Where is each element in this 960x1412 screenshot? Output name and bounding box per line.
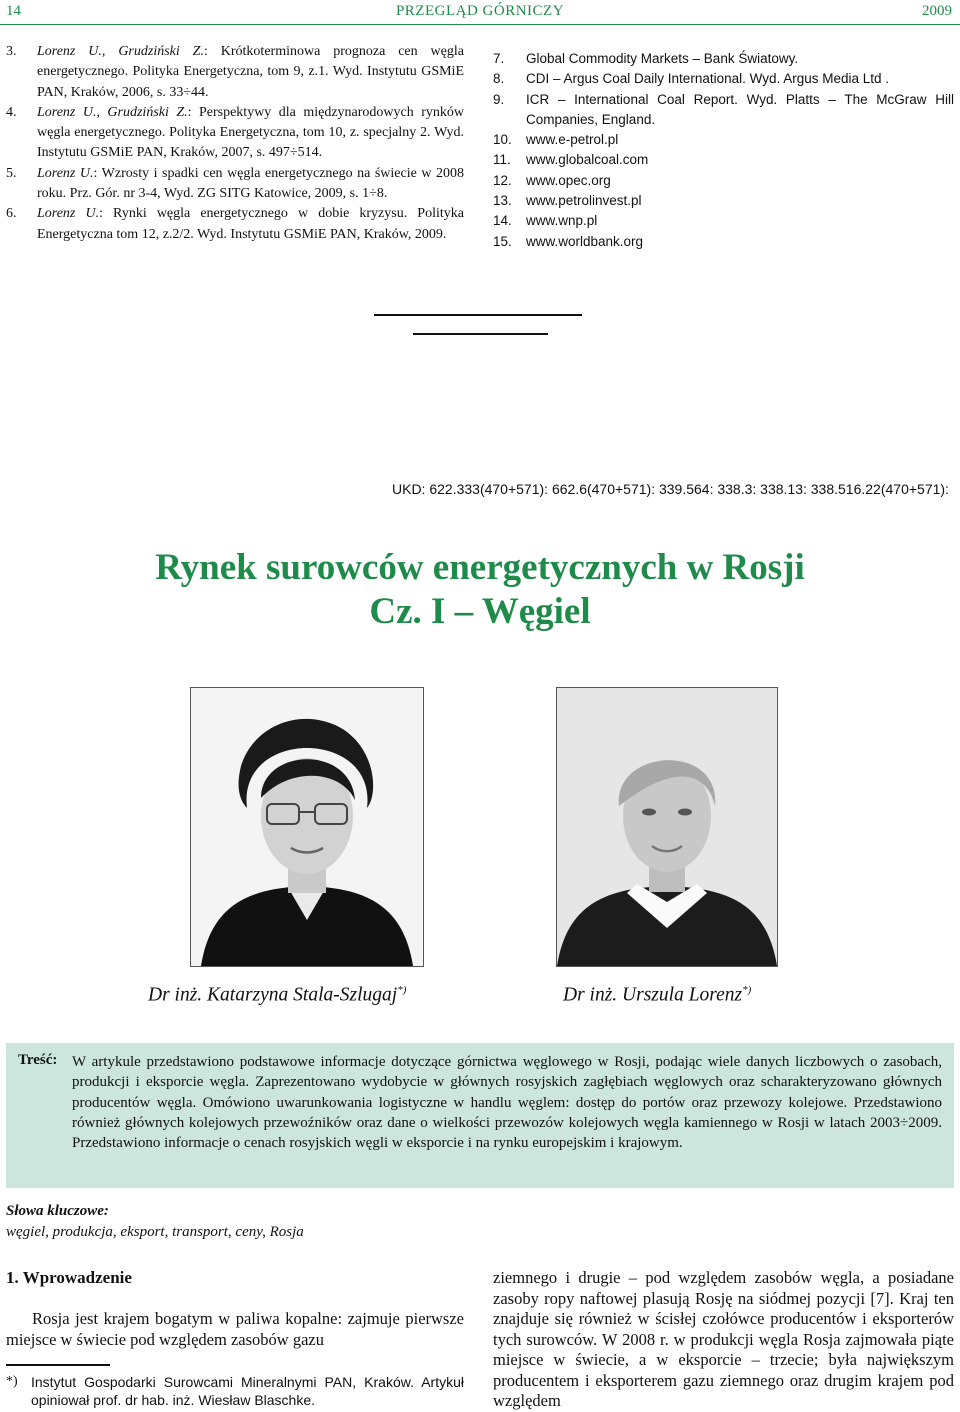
reference-authors: Lorenz U., Grudziński Z. <box>37 104 188 120</box>
reference-item: 3. Lorenz U., Grudziński Z.: Krótkoterminowa prognoza cen węgla energetycznego. Polityka Energetyczna, tom 9, z.1. Wyd. Instytutu GSMiE PAN, Kraków, 2006, s. 33÷44. <box>6 44 464 100</box>
keywords-label: Słowa kluczowe: <box>6 1203 109 1219</box>
footnote-separator <box>6 1364 110 1366</box>
reference-text: : Perspektywy dla międzynarodowych rynków węgla energetycznego. Polityka Energetyczna, tom 10, z. specjalny 2. Wyd. Instytutu GSMiE PAN, Kraków, 2007, s. 497÷514. <box>37 104 464 161</box>
ukd-classification: UKD: 622.333(470+571): 662.6(470+571): 339.564: 338.3: 338.13: 338.516.22(470+571): <box>392 481 949 497</box>
abstract-box <box>6 1043 954 1188</box>
reference-item: 11. www.globalcoal.com <box>493 152 649 168</box>
portrait-image <box>191 688 423 966</box>
reference-item: 5. Lorenz U.: Wzrosty i spadki cen węgla energetycznego na świecie w 2008 roku. Prz. Gór. nr 3-4, Wyd. ZG SITG Katowice, 2009, s. 1÷8. <box>6 165 464 202</box>
reference-item: 15. www.worldbank.org <box>493 233 644 249</box>
reference-item: 12. www.opec.org <box>493 172 611 188</box>
body-text-right: ziemnego i drugie – pod względem zasobów węgla, a posiadane zasoby ropy naftowej plasują Rosję na siódmej pozycji [7]. Kraj ten znajduje się również w ścisłej czołówce producentów i eksporterów tych surowców. W 2008 r. w produkcji węgla Rosja zajmowała piąte miejsce w świecie, a w eksporcie – trzecie; była największym producentem i eksporterem gazu ziemnego oraz drugim krajem pod względem <box>493 1268 954 1410</box>
abstract-label: Treść: <box>18 1052 58 1068</box>
title-line-2: Cz. I – Węgiel <box>369 591 591 632</box>
reference-item: 7. Global Commodity Markets – Bank Światowy. <box>493 51 799 66</box>
reference-item: 10. www.e-petrol.pl <box>493 132 619 148</box>
references-right <box>493 49 954 252</box>
title-line-1: Rynek surowców energetycznych w Rosji <box>155 547 805 588</box>
reference-item: 13. www.petrolinvest.pl <box>493 193 642 209</box>
references-left <box>6 42 464 245</box>
author-photo-1 <box>190 687 424 967</box>
journal-name: PRZEGLĄD GÓRNICZY <box>395 3 565 19</box>
reference-item: 6. Lorenz U.: Rynki węgla energetycznego w dobie kryzysu. Polityka Energetyczna tom 12, z.2/2. Wyd. Instytutu GSMiE PAN, Kraków, 2009. <box>6 206 464 242</box>
reference-text: : Rynki węgla energetycznego w dobie kryzysu. Polityka Energetyczna tom 12, z.2/2. Wyd. Instytutu GSMiE PAN, Kraków, 2009. <box>37 206 464 242</box>
author-name-2: Dr inż. Urszula Lorenz*) <box>563 984 752 1006</box>
portrait-image <box>557 688 777 966</box>
reference-text: : Wzrosty i spadki cen węgla energetycznego na świecie w 2008 roku. Prz. Gór. nr 3-4, Wyd. ZG SITG Katowice, 2009, s. 1÷8. <box>37 165 464 202</box>
reference-text: : Krótkoterminowa prognoza cen węgla energetycznego. Polityka Energetyczna, tom 9, z.1. Wyd. Instytutu GSMiE PAN, Kraków, 2006, s. 33÷44. <box>37 44 464 100</box>
reference-item: 8. CDI – Argus Coal Daily International. Wyd. Argus Media Ltd . <box>493 71 890 87</box>
author-name-1: Dr inż. Katarzyna Stala-Szlugaj*) <box>148 984 407 1006</box>
reference-authors: Lorenz U. <box>37 165 94 181</box>
reference-authors: Lorenz U. <box>37 206 100 222</box>
footnote-text: Instytut Gospodarki Surowcami Mineralnymi PAN, Kraków. Artykuł opiniował prof. dr hab. inż. Wiesław Blaschke. <box>31 1374 464 1408</box>
footnote-mark: *) <box>6 1374 18 1389</box>
journal-year: 2009 <box>922 3 952 19</box>
abstract-text: W artykule przedstawiono podstawowe informacje dotyczące górnictwa węglowego w Rosji, podając wiele danych liczbowych o zasobach, produkcji i eksporcie węgla. Zaprezentowano wydobycie w głównych rosyjskich zagłębiach węglowych oraz scharakteryzowano głównych producentów węgla. Omówiono uwarunkowania logistyczne w handlu węglem: dostęp do portów oraz przewozy kolejowe. Przedstawiono również głównych kolejowych przewoźników oraz dane o wielkości przewozów kolejowych węgla kamiennego w Rosji w latach 2003÷2009. Przedstawiono informacje o cenach rosyjskich węgli w eksporcie i na rynku europejskim i krajowym. <box>72 1054 942 1152</box>
reference-item: 4. Lorenz U., Grudziński Z.: Perspektywy dla międzynarodowych rynków węgla energetycznego. Polityka Energetyczna, tom 10, z. specjalny 2. Wyd. Instytutu GSMiE PAN, Kraków, 2007, s. 497÷514. <box>6 104 464 161</box>
keywords-text: węgiel, produkcja, eksport, transport, ceny, Rosja <box>6 1224 304 1240</box>
separator-line <box>413 333 548 335</box>
article-title <box>0 546 960 634</box>
section-heading: 1. Wprowadzenie <box>6 1268 132 1287</box>
page-number: 14 <box>6 3 21 19</box>
author-photo-2 <box>556 687 778 967</box>
separator-line <box>374 314 582 316</box>
reference-item: 14. www.wnp.pl <box>493 213 598 229</box>
reference-item: 9. ICR – International Coal Report. Wyd. Platts – The McGraw Hill Companies, England. <box>493 91 954 127</box>
reference-authors: Lorenz U., Grudziński Z. <box>37 44 204 59</box>
body-text-left: Rosja jest krajem bogatym w paliwa kopalne: zajmuje pierwsze miejsce w świecie pod względem zasobów gazu <box>6 1309 464 1349</box>
